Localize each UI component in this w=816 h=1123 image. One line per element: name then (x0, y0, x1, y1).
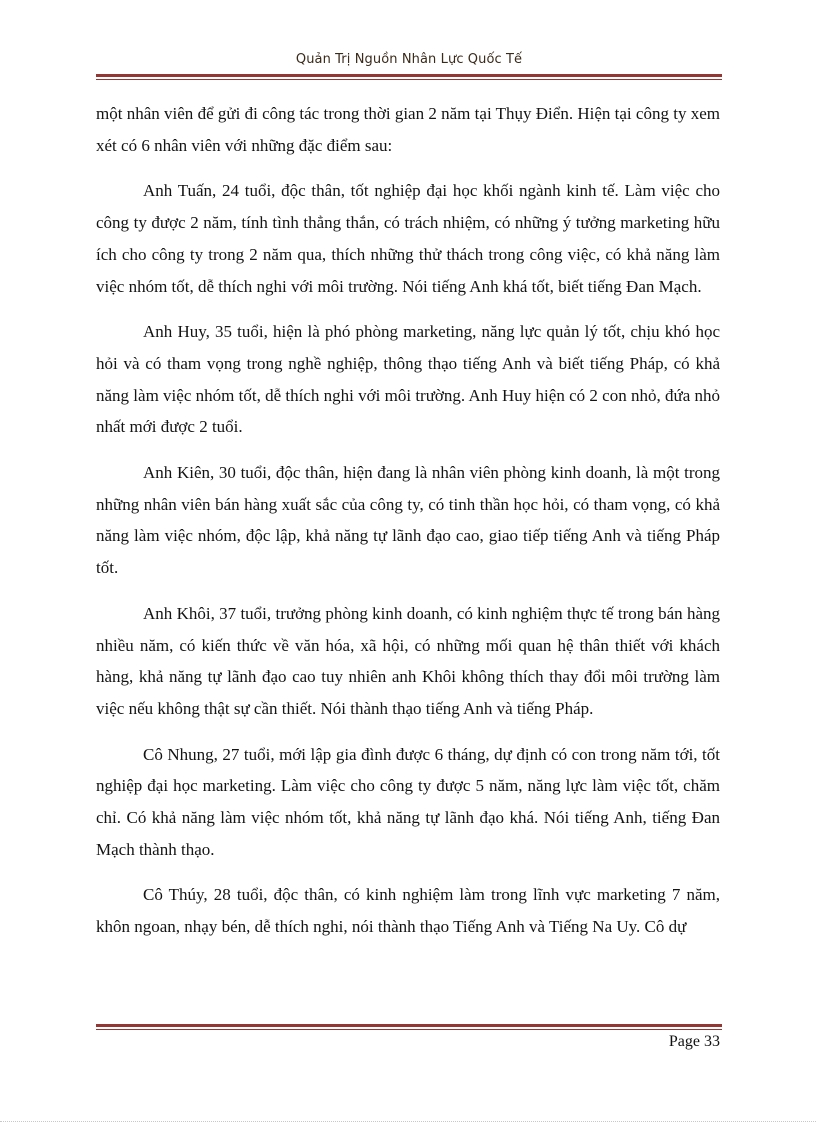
header-rule-thick (96, 74, 722, 77)
header-rule (96, 74, 722, 80)
paragraph-co-nhung: Cô Nhung, 27 tuổi, mới lập gia đình được 6 tháng, dự định có con trong năm tới, tốt nghiệp đại học marketing. Làm việc cho công ty được 5 năm, năng lực làm việc tốt, chăm chỉ. Có khả năng làm việc nhóm tốt, khả năng tự lãnh đạo khá. Nói tiếng Anh, tiếng Đan Mạch thành thạo. (96, 744, 720, 859)
footer-rule-thin (96, 1029, 722, 1030)
paragraph-co-thuy: Cô Thúy, 28 tuổi, độc thân, có kinh nghiệm làm trong lĩnh vực marketing 7 năm, khôn ngoan, nhạy bén, dễ thích nghi, nói thành thạo Tiếng Anh và Tiếng Na Uy. Cô dự (96, 885, 720, 937)
page-number: Page 33 (668, 1033, 720, 1050)
header-rule-thin (96, 79, 722, 80)
body-text (96, 98, 720, 957)
page-edge-divider (0, 1121, 816, 1122)
paragraph-anh-tuan: Anh Tuấn, 24 tuổi, độc thân, tốt nghiệp đại học khối ngành kinh tế. Làm việc cho công ty được 2 năm, tính tình thẳng thắn, có trách nhiệm, có những ý tưởng marketing hữu ích cho công ty trong 2 năm qua, thích những thử thách trong công việc, có khả năng làm việc nhóm tốt, dễ thích nghi với môi trường. Nói tiếng Anh khá tốt, biết tiếng Đan Mạch. (96, 181, 720, 296)
paragraph-anh-khoi: Anh Khôi, 37 tuổi, trưởng phòng kinh doanh, có kinh nghiệm thực tế trong bán hàng nhiều năm, có kiến thức về văn hóa, xã hội, có những mối quan hệ thân thiết với khách hàng, khả năng tự lãnh đạo cao tuy nhiên anh Khôi không thích thay đổi môi trường làm việc nếu không thật sự cần thiết. Nói thành thạo tiếng Anh và tiếng Pháp. (96, 603, 720, 718)
paragraph-anh-kien: Anh Kiên, 30 tuổi, độc thân, hiện đang là nhân viên phòng kinh doanh, là một trong những nhân viên bán hàng xuất sắc của công ty, có tinh thần học hỏi, có tham vọng, có khả năng làm việc nhóm, độc lập, khả năng tự lãnh đạo cao, giao tiếp tiếng Anh và tiếng Pháp tốt. (96, 463, 720, 578)
paragraph-anh-huy: Anh Huy, 35 tuổi, hiện là phó phòng marketing, năng lực quản lý tốt, chịu khó học hỏi và có tham vọng trong nghề nghiệp, thông thạo tiếng Anh và biết tiếng Pháp, có khả năng làm việc nhóm tốt, dễ thích nghi với môi trường. Anh Huy hiện có 2 con nhỏ, đứa nhỏ nhất mới được 2 tuổi. (96, 322, 720, 437)
running-header-title: Quản Trị Nguồn Nhân Lực Quốc Tế (295, 52, 523, 67)
footer-rule (96, 1024, 722, 1030)
footer-rule-thick (96, 1024, 722, 1027)
paragraph-intro: một nhân viên để gửi đi công tác trong thời gian 2 năm tại Thụy Điển. Hiện tại công ty xem xét có 6 nhân viên với những đặc điểm sau: (96, 104, 720, 155)
